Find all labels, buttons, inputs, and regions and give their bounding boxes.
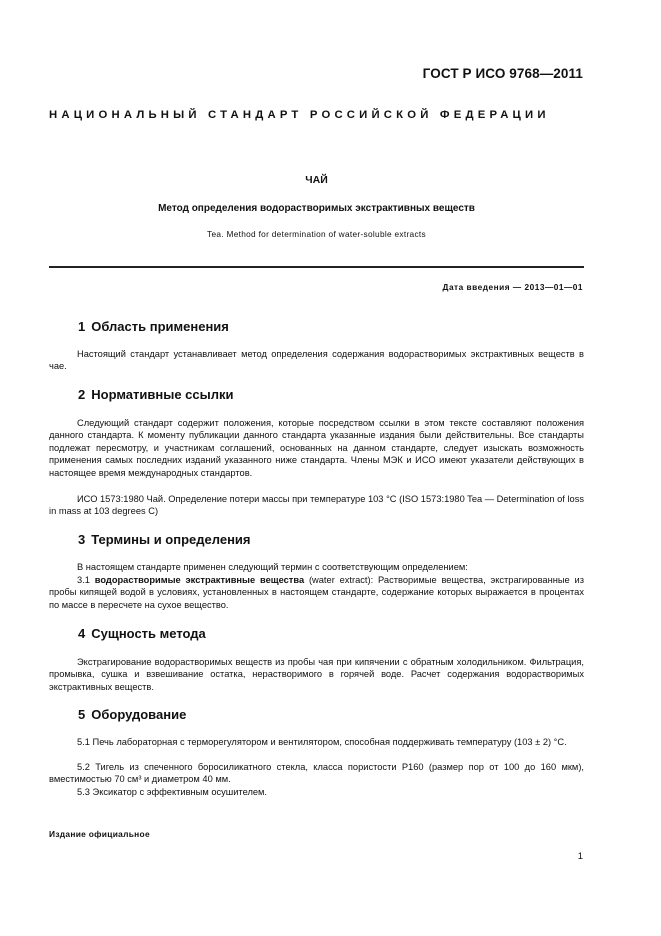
section-heading-terms xyxy=(78,532,251,547)
section-number: 5 xyxy=(78,707,86,722)
paragraph-term-definition xyxy=(49,574,584,611)
document-title: ЧАЙ xyxy=(305,174,328,186)
defined-term: водорастворимые экстрактивные вещества xyxy=(94,575,305,585)
section-number: 3 xyxy=(78,532,86,547)
section-heading-normative-references xyxy=(78,387,233,402)
document-code: ГОСТ Р ИСО 9768—2011 xyxy=(422,66,583,81)
paragraph: Следующий стандарт содержит положения, которые посредством ссылки в этом тексте составляют положения данного стандарта. К моменту публикации данного стандарта указанные издания были действительны. Все стандарты подлежат пересмотру, и участникам соглашений, основанных на данном стандарте, следует изыскать возможность применения самых последних изданий указанного ниже стандарта. Члены МЭК и ИСО имеют указатели действующих в настоящее время международных стандартов. xyxy=(49,418,584,478)
official-edition-label: Издание официальное xyxy=(49,829,150,839)
section-number: 4 xyxy=(78,626,86,641)
paragraph-reference: ИСО 1573:1980 Чай. Определение потери массы при температуре 103 °С (ISO 1573:1980 Tea — Determination of loss in mass at 103 degrees C) xyxy=(49,494,584,517)
paragraph: Экстрагирование водорастворимых веществ из пробы чая при кипячении с обратным холодильником. Фильтрация, промывка, сушка и взвешивание остатка, нерастворимого в горячей воде. Расчет содержания водорастворимых экстрактивных веществ. xyxy=(49,657,584,692)
paragraph: Настоящий стандарт устанавливает метод определения содержания водорастворимых экстрактивных веществ в чае. xyxy=(49,349,584,372)
term-definition: (water extract): Растворимые вещества, экстрагированные из пробы кипящей водой в условиях, установленных в настоящем стандарте, содержание которых выражается в процентах по массе в пересчете на сухое вещество. xyxy=(49,575,584,610)
section-title: Оборудование xyxy=(91,707,187,722)
document-subtitle: Метод определения водорастворимых экстрактивных веществ xyxy=(158,203,475,214)
section-title: Сущность метода xyxy=(91,626,206,641)
section-title: Область применения xyxy=(91,319,229,334)
section-heading-scope xyxy=(78,319,229,334)
clause-number: 3.1 xyxy=(77,575,95,585)
section-number: 1 xyxy=(78,319,86,334)
paragraph-clause-5-2: 5.2 Тигель из спеченного боросиликатного стекла, класса пористости Р160 (размер пор от 100 до 160 мкм), вместимостью 70 см³ и диаметром 40 мм. xyxy=(49,762,584,785)
title-divider xyxy=(49,266,584,268)
section-title: Нормативные ссылки xyxy=(91,387,234,402)
section-title: Термины и определения xyxy=(91,532,251,547)
section-heading-apparatus xyxy=(78,707,186,722)
document-title-english: Tea. Method for determination of water-soluble extracts xyxy=(207,229,426,239)
paragraph-clause-5-3: 5.3 Эксикатор с эффективным осушителем. xyxy=(77,787,268,797)
paragraph: В настоящем стандарте применен следующий термин с соответствующим определением: xyxy=(77,562,468,572)
national-standard-heading: НАЦИОНАЛЬНЫЙ СТАНДАРТ РОССИЙСКОЙ ФЕДЕРАЦИИ xyxy=(49,109,550,121)
page-number: 1 xyxy=(577,851,583,862)
introduction-date: Дата введения — 2013—01—01 xyxy=(442,282,583,292)
section-heading-principle xyxy=(78,626,206,641)
section-number: 2 xyxy=(78,387,86,402)
paragraph-clause-5-1: 5.1 Печь лабораторная с терморегулятором и вентилятором, способная поддерживать температуру (103 ± 2) °С. xyxy=(77,737,567,747)
